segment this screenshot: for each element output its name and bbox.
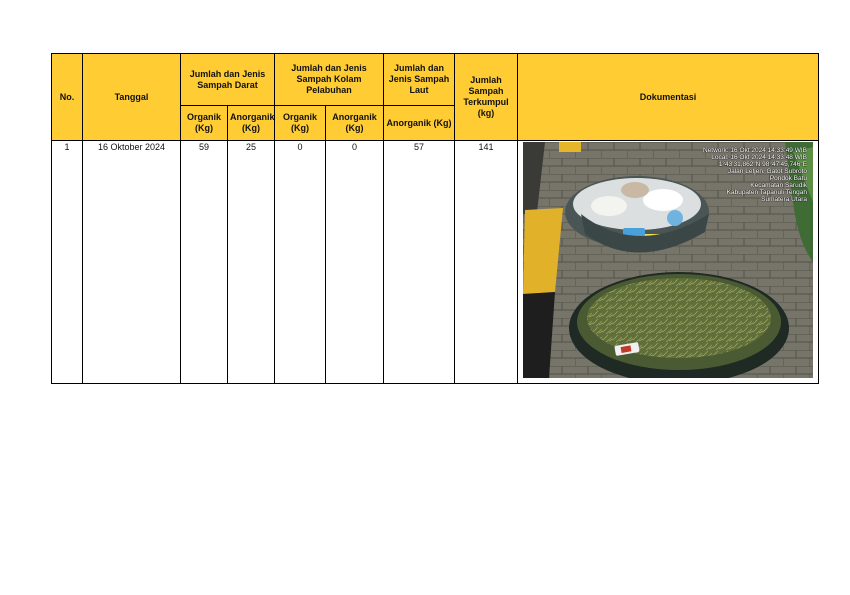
header-jumlah-terkumpul: Jumlah Sampah Terkumpul (kg) xyxy=(455,54,518,141)
header-darat-anorganik: Anorganik (Kg) xyxy=(228,106,275,141)
overlay-line: Local: 16 Okt 2024 14:33:48 WIB xyxy=(711,154,808,161)
cell-total: 141 xyxy=(455,141,518,384)
header-darat-organik: Organik (Kg) xyxy=(181,106,228,141)
header-no: No. xyxy=(52,54,83,141)
waste-report-table xyxy=(51,53,819,384)
overlay-line: Jalan Letjen. Gatot Subroto xyxy=(727,168,808,175)
overlay-line: Kecamatan Sarudik xyxy=(750,182,808,189)
header-sampah-darat: Jumlah dan Jenis Sampah Darat xyxy=(181,54,275,106)
cell-no: 1 xyxy=(52,141,83,384)
cell-laut-anorganik: 57 xyxy=(384,141,455,384)
header-kolam-anorganik: Anorganik (Kg) xyxy=(326,106,384,141)
cell-dokumentasi xyxy=(518,141,819,384)
header-tanggal: Tanggal xyxy=(83,54,181,141)
header-sampah-laut: Jumlah dan Jenis Sampah Laut xyxy=(384,54,455,106)
header-sampah-kolam-pelabuhan: Jumlah dan Jenis Sampah Kolam Pelabuhan xyxy=(275,54,384,106)
header-dokumentasi: Dokumentasi xyxy=(518,54,819,141)
cell-kolam-organik: 0 xyxy=(275,141,326,384)
documentation-photo xyxy=(523,142,813,378)
cell-darat-anorganik: 25 xyxy=(228,141,275,384)
header-laut-anorganik: Anorganik (Kg) xyxy=(384,106,455,141)
overlay-line: Network: 16 Okt 2024 14:33:49 WIB xyxy=(702,147,808,154)
overlay-line: Sumatera Utara xyxy=(761,196,808,203)
photo-gps-overlay xyxy=(703,147,807,203)
overlay-line: Kabupaten Tapanuli Tengah xyxy=(726,189,808,196)
header-kolam-organik: Organik (Kg) xyxy=(275,106,326,141)
overlay-line: Pondok Batu xyxy=(769,175,808,182)
cell-darat-organik: 59 xyxy=(181,141,228,384)
table-row xyxy=(52,141,819,384)
overlay-line: 1°43'31,862"N 98°47'45,746"E xyxy=(718,161,808,168)
cell-kolam-anorganik: 0 xyxy=(326,141,384,384)
cell-tanggal: 16 Oktober 2024 xyxy=(83,141,181,384)
